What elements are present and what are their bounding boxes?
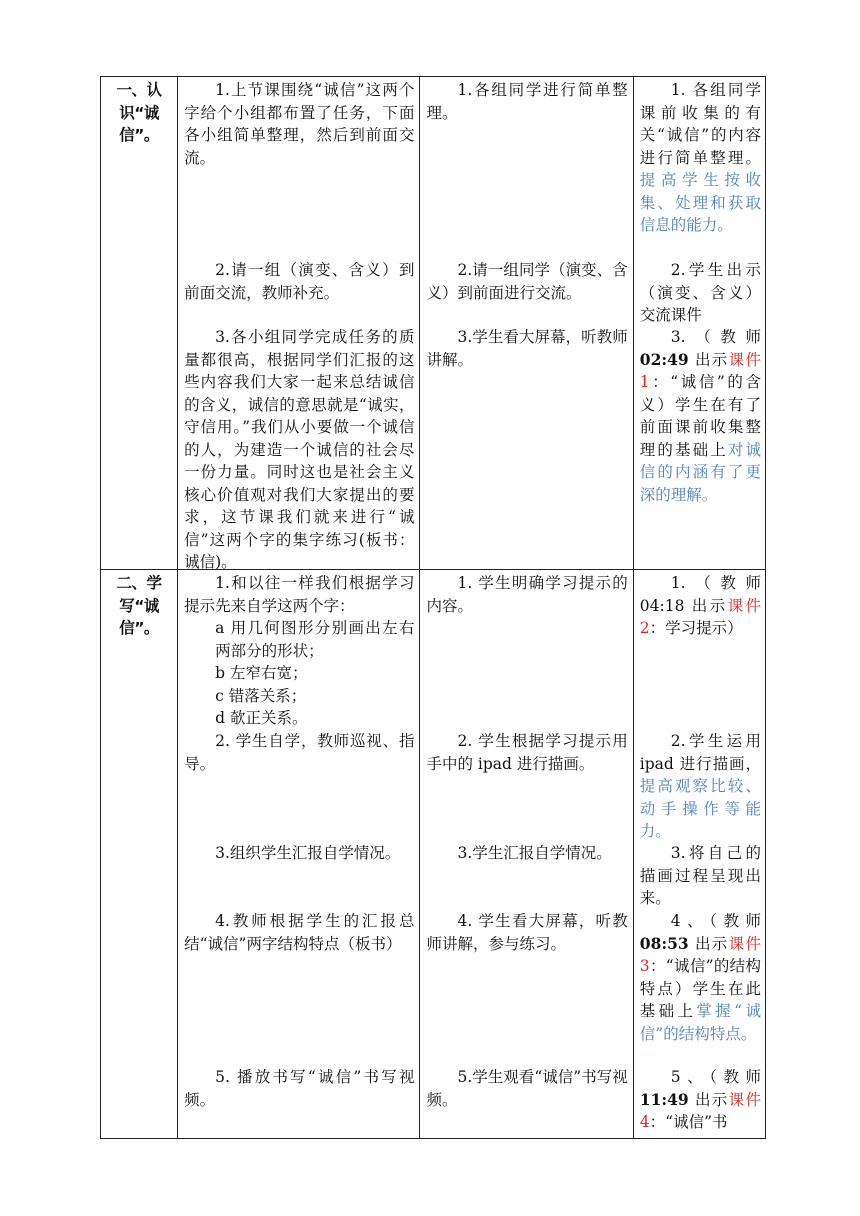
table-row bbox=[101, 77, 766, 570]
teacher-step: 3.组织学生汇报自学情况。 bbox=[215, 844, 401, 862]
design-note: 3.将自己的描画过程呈现出来。 bbox=[639, 844, 761, 907]
design-note: 1. 各组同学课前收集的有关“诚信”的内容进行简单整理。提高学生按收集、处理和获取信息的能力。 bbox=[639, 81, 761, 234]
student-step: 3.学生汇报自学情况。 bbox=[457, 844, 612, 862]
design-note: 2.学生出示（演变、含义）交流课件 bbox=[639, 261, 761, 324]
student-step: 3.学生看大屏幕，听教师讲解。 bbox=[426, 328, 628, 369]
teacher-step: 4.教师根据学生的汇报总结“诚信”两字结构特点（板书） bbox=[184, 912, 415, 953]
student-step: 2.请一组同学（演变、含义）到前面进行交流。 bbox=[426, 261, 628, 302]
design-note: 1.（教师04:18 出示课件2：学习提示） bbox=[639, 574, 761, 637]
design-note: 5、（教师11:49 出示课件4：“诚信”书 bbox=[639, 1068, 761, 1131]
student-step: 2. 学生根据学习提示用手中的 ipad 进行描画。 bbox=[426, 732, 628, 773]
teacher-step: 2.请一组（演变、含义）到前面交流，教师补充。 bbox=[184, 261, 415, 302]
teacher-step: 1.上节课围绕“诚信”这两个字给个小组都布置了任务，下面各小组简单整理，然后到前面交流。 bbox=[184, 81, 415, 167]
table-row bbox=[101, 570, 766, 1139]
teacher-step: 2. 学生自学，教师巡视、指导。 bbox=[184, 732, 415, 773]
section-title: 二、学写“诚信”。 bbox=[116, 574, 162, 637]
design-note: 2.学生运用 ipad 进行描画，提高观察比较、动手操作等能力。 bbox=[639, 732, 761, 840]
teacher-step: 3.各小组同学完成任务的质量都很高，根据同学们汇报的这些内容我们大家一起来总结诚信的含义，诚信的意思就是“诚实，守信用。”我们从小要做一个诚信的人，为建造一个诚信的社会尽一份力量。同时这也是社会主义核心价值观对我们大家提出的要求，这节课我们就来进行“诚信”这两个字的集字练习(板书：诚信)。 bbox=[184, 328, 415, 571]
design-note: 3.（教师02:49 出示课件1：“诚信”的含义）学生在有了前面课前收集整理的基础上对诚信的内涵有了更深的理解。 bbox=[639, 328, 761, 504]
student-step: 5.学生观看“诚信”书写视频。 bbox=[426, 1068, 628, 1109]
student-step: 1. 学生明确学习提示的内容。 bbox=[426, 574, 628, 615]
student-step: 4. 学生看大屏幕，听教师讲解，参与练习。 bbox=[426, 912, 628, 953]
design-note: 4、（教师08:53 出示课件3：“诚信”的结构特点）学生在此基础上掌握“诚信”的结构特点。 bbox=[639, 912, 761, 1043]
section-title: 一、认识“诚信”。 bbox=[116, 81, 162, 144]
student-step: 1.各组同学进行简单整理。 bbox=[426, 81, 628, 122]
lesson-plan-table bbox=[100, 76, 766, 1139]
teacher-step: 1.和以往一样我们根据学习提示先来自学这两个字： a 用几何图形分别画出左右两部分的形状； b 左窄右宽； c 错落关系； d 欹正关系。 bbox=[184, 574, 415, 727]
teacher-step: 5. 播放书写“诚信”书写视频。 bbox=[184, 1068, 415, 1109]
